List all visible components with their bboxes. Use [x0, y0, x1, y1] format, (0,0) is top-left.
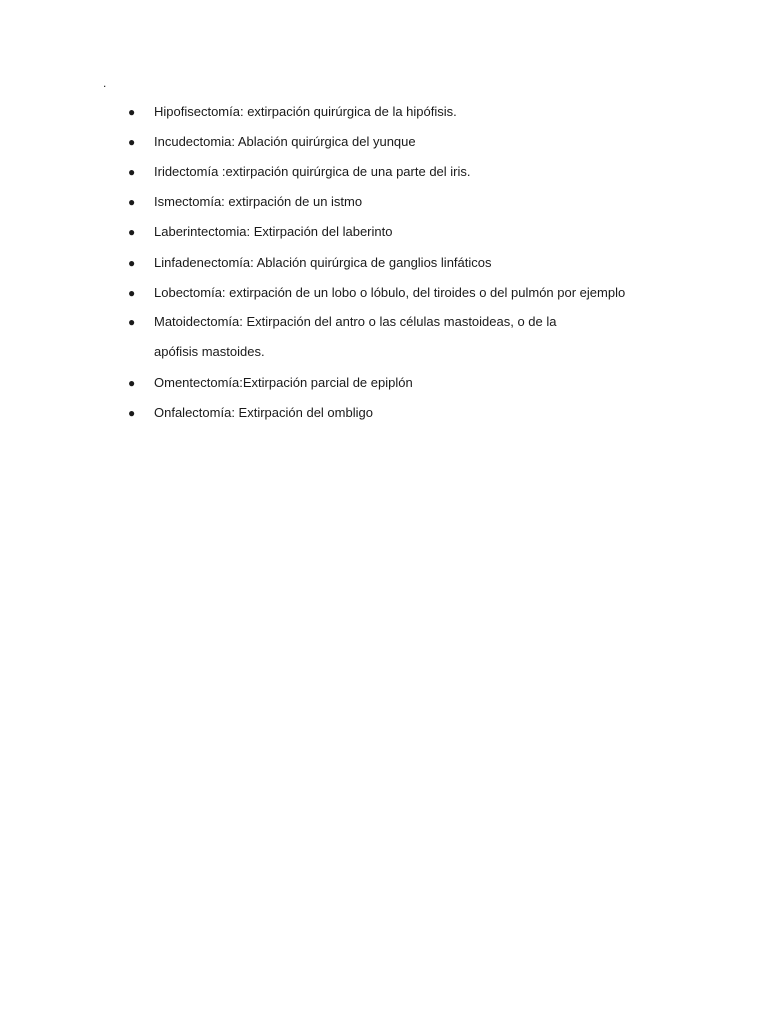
- bullet-icon: ●: [128, 135, 136, 149]
- list-item-text: Iridectomía :extirpación quirúrgica de una parte del iris.: [154, 164, 471, 179]
- list-item-text: Matoidectomía: Extirpación del antro o las células mastoideas, o de la: [154, 314, 557, 329]
- list-item-text: Linfadenectomía: Ablación quirúrgica de ganglios linfáticos: [154, 255, 492, 270]
- list-item-text: Onfalectomía: Extirpación del ombligo: [154, 405, 373, 420]
- leading-dot: .: [103, 76, 107, 90]
- bullet-icon: ●: [128, 225, 136, 239]
- bullet-icon: ●: [128, 256, 136, 270]
- list-item-text: Laberintectomia: Extirpación del laberinto: [154, 224, 393, 239]
- list-item-text: Ismectomía: extirpación de un istmo: [154, 194, 363, 209]
- list-item-continuation: apófisis mastoides.: [154, 344, 265, 359]
- bullet-icon: ●: [128, 165, 136, 179]
- bullet-icon: ●: [128, 376, 136, 390]
- bullet-icon: ●: [128, 105, 136, 119]
- list-item-text: Lobectomía: extirpación de un lobo o lóbulo, del tiroides o del pulmón por ejemplo: [154, 285, 626, 300]
- bullet-icon: ●: [128, 315, 136, 329]
- list-item-text: Omentectomía:Extirpación parcial de epiplón: [154, 375, 413, 390]
- list-item-text: Incudectomia: Ablación quirúrgica del yunque: [154, 134, 416, 149]
- bullet-icon: ●: [128, 195, 136, 209]
- bullet-icon: ●: [128, 406, 136, 420]
- bullet-icon: ●: [128, 286, 136, 300]
- list-item-text: Hipofisectomía: extirpación quirúrgica de la hipófisis.: [154, 104, 457, 119]
